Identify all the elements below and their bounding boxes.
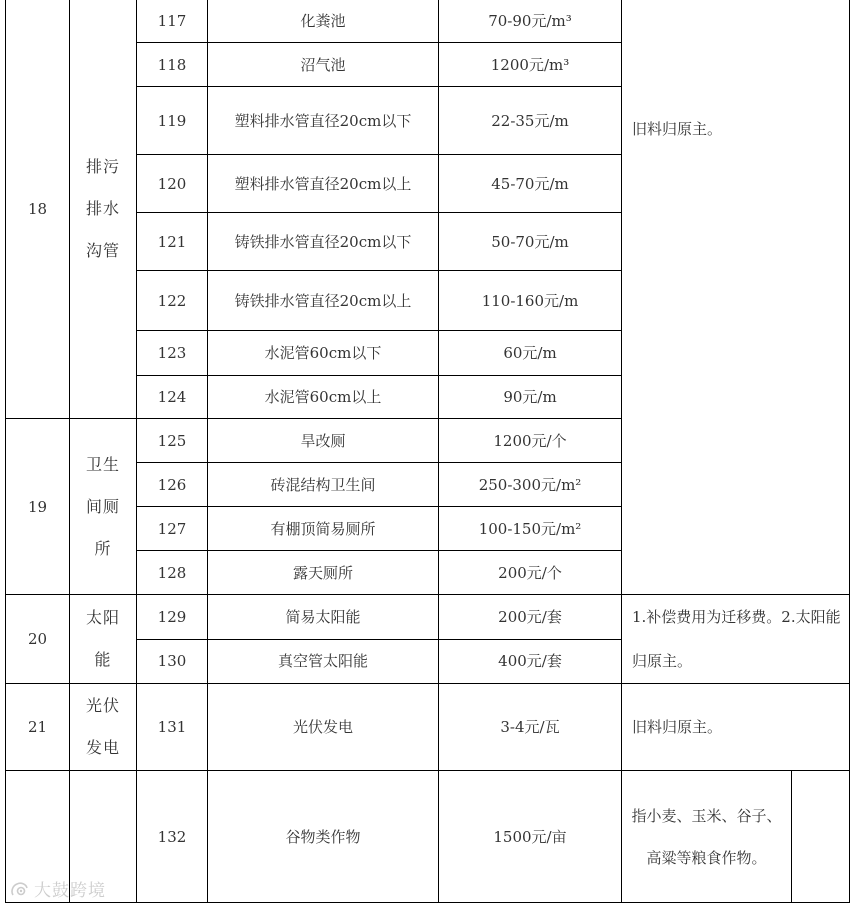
item-name: 水泥管60cm以下: [208, 331, 439, 376]
item-number: 118: [137, 43, 208, 87]
item-price: 200元/个: [439, 551, 622, 595]
item-price: 400元/套: [439, 639, 622, 684]
item-number: 128: [137, 551, 208, 595]
table-row: [6, 771, 850, 903]
item-number: 119: [137, 87, 208, 155]
item-price: 250-300元/m²: [439, 463, 622, 507]
item-name: 沼气池: [208, 43, 439, 87]
item-name: 水泥管60cm以上: [208, 376, 439, 419]
watermark: [10, 876, 106, 901]
item-number: 123: [137, 331, 208, 376]
group-number: 19: [6, 419, 70, 595]
item-name: 有棚顶简易厕所: [208, 507, 439, 551]
remark-cell: [622, 595, 850, 684]
table-row: [6, 0, 850, 43]
empty-cell: [792, 771, 850, 903]
item-name: 旱改厕: [208, 419, 439, 463]
item-number: 126: [137, 463, 208, 507]
item-number: 127: [137, 507, 208, 551]
category-cell: [70, 419, 137, 595]
item-price: 1200元/个: [439, 419, 622, 463]
category-cell: [70, 684, 137, 771]
remark-text: 指小麦、玉米、谷子、高粱等粮食作物。: [631, 806, 782, 867]
item-name: 谷物类作物: [208, 771, 439, 903]
item-name: 化粪池: [208, 0, 439, 43]
category-name: 太阳能: [85, 608, 120, 669]
item-name: 铸铁排水管直径20cm以下: [208, 213, 439, 271]
item-price: 1200元/m³: [439, 43, 622, 87]
watermark-text: 大鼓跨境: [34, 881, 106, 901]
camera-logo-icon: [10, 881, 30, 899]
group-number: 18: [6, 0, 70, 419]
item-number: 121: [137, 213, 208, 271]
category-name: 排污排水沟管: [85, 156, 120, 260]
category-name: 卫生间厕所: [85, 454, 120, 558]
item-number: 131: [137, 684, 208, 771]
item-name: 砖混结构卫生间: [208, 463, 439, 507]
item-price: 22-35元/m: [439, 87, 622, 155]
item-name: 光伏发电: [208, 684, 439, 771]
group-number: 21: [6, 684, 70, 771]
remark-text: 旧料归原主。: [632, 119, 723, 138]
remark-cell: [622, 771, 792, 903]
item-price: 3-4元/瓦: [439, 684, 622, 771]
item-price: 70-90元/m³: [439, 0, 622, 43]
item-name: 铸铁排水管直径20cm以上: [208, 271, 439, 331]
item-price: 90元/m: [439, 376, 622, 419]
category-cell: [70, 595, 137, 684]
item-number: 117: [137, 0, 208, 43]
item-price: 100-150元/m²: [439, 507, 622, 551]
item-number: 120: [137, 155, 208, 213]
item-number: 125: [137, 419, 208, 463]
item-name: 简易太阳能: [208, 595, 439, 640]
remark-cell: [622, 0, 850, 595]
item-number: 129: [137, 595, 208, 640]
compensation-table: [5, 0, 850, 903]
item-number: 124: [137, 376, 208, 419]
item-price: 1500元/亩: [439, 771, 622, 903]
item-price: 50-70元/m: [439, 213, 622, 271]
item-name: 塑料排水管直径20cm以上: [208, 155, 439, 213]
item-price: 200元/套: [439, 595, 622, 640]
table-row: [6, 684, 850, 771]
remark-text: 1.补偿费用为迁移费。2.太阳能归原主。: [632, 608, 841, 670]
item-name: 塑料排水管直径20cm以下: [208, 87, 439, 155]
item-name: 真空管太阳能: [208, 639, 439, 684]
item-number: 132: [137, 771, 208, 903]
table-row: [6, 595, 850, 640]
item-price: 60元/m: [439, 331, 622, 376]
item-number: 130: [137, 639, 208, 684]
item-price: 110-160元/m: [439, 271, 622, 331]
item-price: 45-70元/m: [439, 155, 622, 213]
category-name: 光伏发电: [85, 696, 120, 757]
remark-text: 旧料归原主。: [632, 718, 723, 736]
item-number: 122: [137, 271, 208, 331]
remark-cell: [622, 684, 850, 771]
category-cell: [70, 0, 137, 419]
group-number: 20: [6, 595, 70, 684]
item-name: 露天厕所: [208, 551, 439, 595]
